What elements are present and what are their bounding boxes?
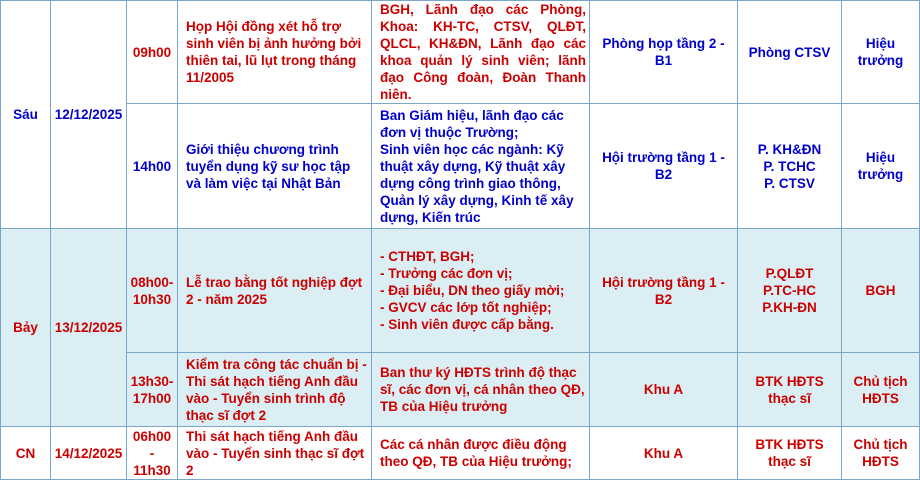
- location-cell: Khu A: [590, 353, 738, 427]
- content-cell: Lễ trao bằng tốt nghiệp đợt 2 - năm 2025: [178, 229, 372, 353]
- prep-cell: BTK HĐTS thạc sĩ: [738, 427, 842, 480]
- time-cell: 14h00: [127, 104, 178, 229]
- location-cell: Phòng họp tầng 2 - B1: [590, 1, 738, 104]
- chair-cell: Hiệu trưởng: [842, 1, 920, 104]
- prep-cell: BTK HĐTS thạc sĩ: [738, 353, 842, 427]
- participants-line: - GVCV các lớp tốt nghiệp;: [380, 300, 552, 315]
- time-cell: 09h00: [127, 1, 178, 104]
- prep-cell: Phòng CTSV: [738, 1, 842, 104]
- time-cell: 06h00 - 11h30: [127, 427, 178, 480]
- prep-cell: [738, 229, 842, 353]
- participants-cell: Các cá nhân được điều động theo QĐ, TB của Hiệu trưởng;: [372, 427, 590, 480]
- prep-line: P. CTSV: [764, 175, 815, 191]
- chair-cell: Chủ tịch HĐTS: [842, 353, 920, 427]
- prep-line: P.KH-ĐN: [762, 300, 817, 315]
- location-cell: Hội trường tầng 1 - B2: [590, 229, 738, 353]
- participants-line: - Đại biểu, DN theo giấy mời;: [380, 283, 565, 298]
- chair-cell: Chủ tịch HĐTS: [842, 427, 920, 480]
- participants-line: - Trưởng các đơn vị;: [380, 266, 513, 281]
- day-cell: Bảy: [1, 229, 51, 427]
- date-cell: 14/12/2025: [51, 427, 127, 480]
- prep-line: P.QLĐT: [765, 266, 814, 281]
- table-row: [1, 427, 920, 480]
- chair-cell: BGH: [842, 229, 920, 353]
- time-cell: 08h00- 10h30: [127, 229, 178, 353]
- content-cell: Giới thiệu chương trình tuyển dụng kỹ sư học tập và làm việc tại Nhật Bản: [178, 104, 372, 229]
- participants-cell: [372, 104, 590, 229]
- location-cell: Khu A: [590, 427, 738, 480]
- prep-line: P.TC-HC: [762, 283, 816, 298]
- prep-line: P. KH&ĐN: [757, 141, 822, 157]
- participants-cell: Ban thư ký HĐTS trình độ thạc sĩ, các đơn vị, cá nhân theo QĐ, TB của Hiệu trưởng: [372, 353, 590, 427]
- table-row: [1, 104, 920, 229]
- prep-cell: [738, 104, 842, 229]
- content-cell: Họp Hội đồng xét hỗ trợ sinh viên bị ảnh hưởng bởi thiên tai, lũ lụt trong tháng 11/2005: [178, 1, 372, 104]
- date-cell: 12/12/2025: [51, 1, 127, 229]
- participants-line: Ban Giám hiệu, lãnh đạo các đơn vị thuộc Trường;: [380, 107, 564, 140]
- participants-line: - Sinh viên được cấp bằng.: [380, 317, 554, 332]
- table-row: [1, 1, 920, 104]
- time-cell: 13h30- 17h00: [127, 353, 178, 427]
- chair-cell: Hiệu trưởng: [842, 104, 920, 229]
- participants-line: - CTHĐT, BGH;: [380, 249, 475, 264]
- location-cell: Hội trường tầng 1 - B2: [590, 104, 738, 229]
- participants-line: Sinh viên học các ngành: Kỹ thuật xây dựng, Kỹ thuật xây dựng công trình giao thông, Quản lý xây dựng, Kinh tế xây dựng, Kiến trúc: [380, 141, 574, 225]
- content-cell: Kiểm tra công tác chuẩn bị - Thi sát hạch tiếng Anh đầu vào - Tuyển sinh trình độ thạc sĩ đợt 2: [178, 353, 372, 427]
- participants-cell: BGH, Lãnh đạo các Phòng, Khoa: KH-TC, CTSV, QLĐT, QLCL, KH&ĐN, Lãnh đạo các khoa quản lý sinh viên; lãnh đạo Công đoàn, Đoàn Thanh niên.: [372, 1, 590, 104]
- table-row: [1, 353, 920, 427]
- table-row: [1, 229, 920, 353]
- prep-line: P. TCHC: [763, 158, 816, 174]
- date-cell: 13/12/2025: [51, 229, 127, 427]
- day-cell: CN: [1, 427, 51, 480]
- content-cell: Thi sát hạch tiếng Anh đầu vào - Tuyển sinh thạc sĩ đợt 2: [178, 427, 372, 480]
- participants-cell: [372, 229, 590, 353]
- day-cell: Sáu: [1, 1, 51, 229]
